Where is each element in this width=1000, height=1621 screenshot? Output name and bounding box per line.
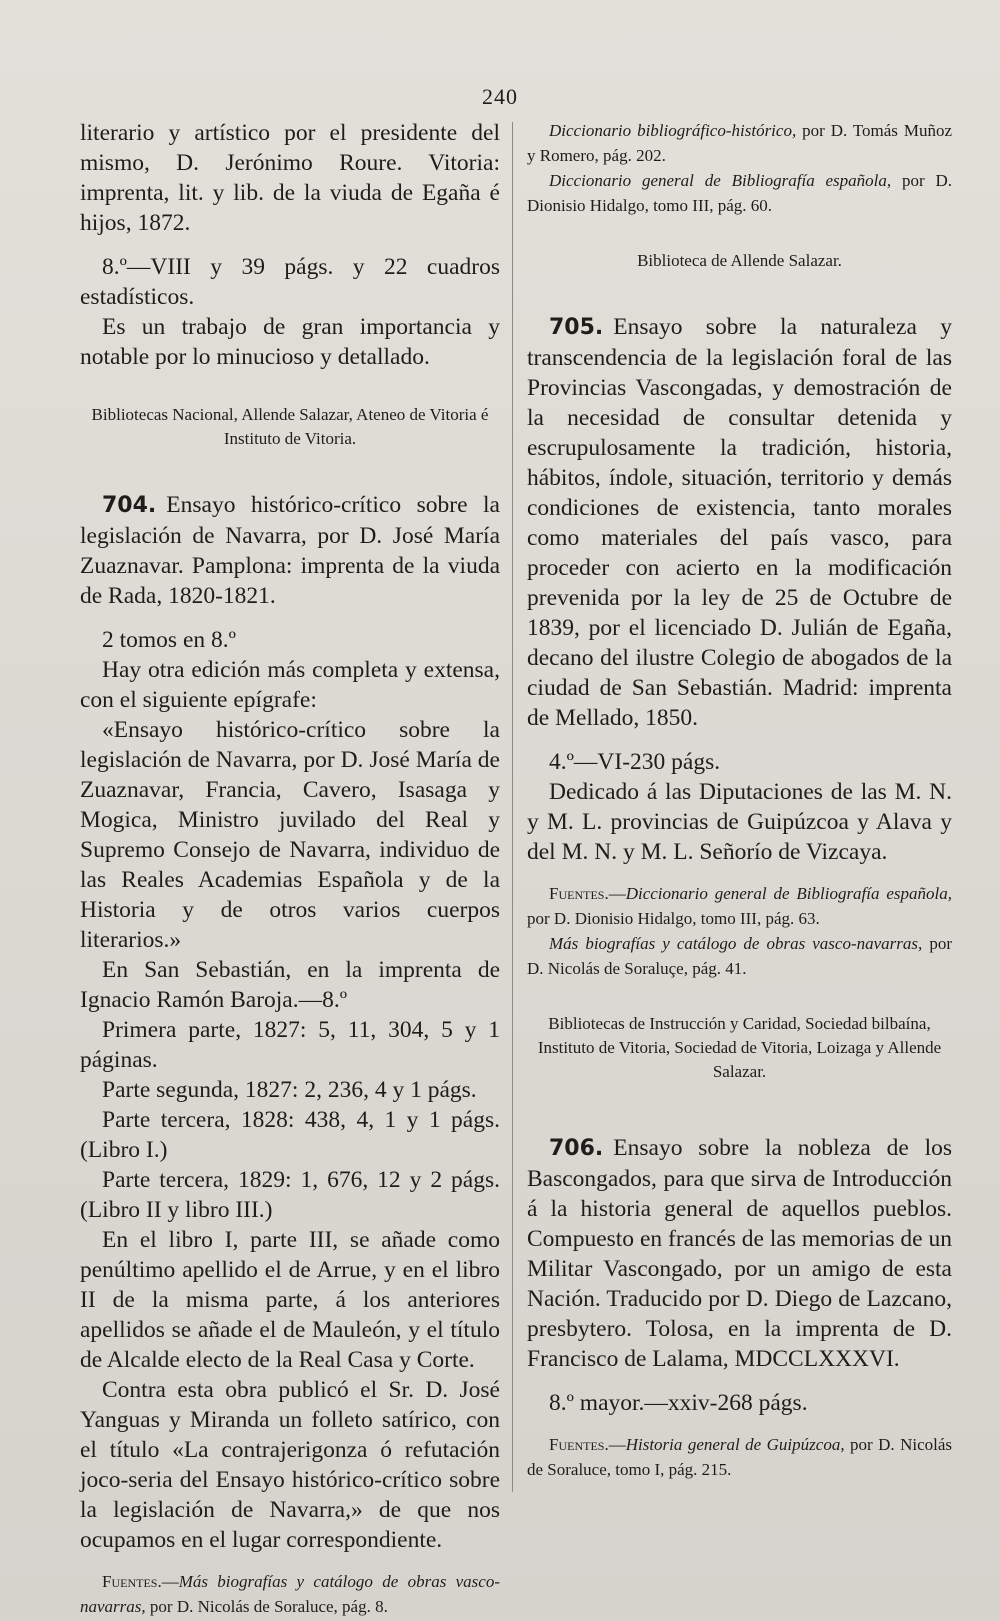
entry-title: Ensayo histórico-crítico sobre la legislación de Navarra, por D. José María Zuaznavar. Pamplona: imprenta de la viuda de Rada, 1820-1821. (80, 492, 500, 609)
paragraph: Parte tercera, 1829: 1, 676, 12 y 2 págs. (Libro II y libro III.) (80, 1167, 500, 1223)
source-detail: por D. Tomás Muñoz y Romero, pág. 202. (527, 121, 952, 165)
entry-title: Ensayo sobre la naturaleza y transcendencia de la legislación foral de las Provincias Vascongadas, y demostración de la necesidad de consultar detenida y escrupulosamente la tradición, historia, hábitos, índole, situación, territorio y demás condiciones de existencia, tanto morales como materiales del país vasco, para proceder con acierto en la modificación prevenida por la ley de 25 de Octubre de 1839, por el licenciado D. Julián de Egaña, decano del ilustre Colegio de abogados de la ciudad de San Sebastián. Madrid: imprenta de Mellado, 1850. (527, 314, 952, 731)
sources-label: Fuentes.— (549, 884, 626, 903)
library-note: Biblioteca de Allende Salazar. (637, 251, 842, 270)
right-column (527, 118, 952, 1482)
source-detail: por D. Nicolás de Soraluce, pág. 8. (145, 1597, 388, 1616)
source-line (527, 168, 952, 218)
paragraph: Primera parte, 1827: 5, 11, 304, 5 y 1 páginas. (80, 1017, 500, 1073)
page-number: 240 (482, 84, 518, 109)
column-divider (512, 122, 513, 1492)
source-detail: por D. Dionisio Hidalgo, tomo III, pág. 63. (527, 909, 820, 928)
source-title: Historia general de Guipúzcoa, (625, 1435, 845, 1454)
source-line (527, 118, 952, 168)
paragraph: «Ensayo histórico-crítico sobre la legislación de Navarra, por D. José María de Zuaznavar, Francia, Cavero, Isasaga y Mogica, Ministro juvilado del Real y Supremo Consejo de Navarra, individuo de las Reales Academias Española y de la Historia y de otros varios cuerpos literarios.» (80, 717, 500, 953)
left-column (80, 118, 500, 1619)
source-detail: por D. Nicolás de Soraluçe, pág. 41. (527, 934, 952, 978)
entry-number: 704. (102, 493, 157, 518)
source-title: Diccionario general de Bibliografía española, (625, 884, 952, 903)
sources-note (80, 1569, 500, 1619)
paragraph: Parte tercera, 1828: 438, 4, 1 y 1 págs. (Libro I.) (80, 1107, 500, 1163)
paragraph: literario y artístico por el presidente del mismo, D. Jerónimo Roure. Vitoria: imprenta, lit. y lib. de la viuda de Egaña é hijos, 1872. (80, 120, 500, 236)
paragraph: Contra esta obra publicó el Sr. D. José Yanguas y Miranda un folleto satírico, con el título «La contrajerigonza ó refutación joco-seria del Ensayo histórico-crítico sobre la legislación de Navarra,» de que nos ocupamos en el lugar correspondiente. (80, 1377, 500, 1553)
source-title: Más biografías y catálogo de obras vasco-navarras, (549, 934, 923, 953)
sources-note (527, 881, 952, 931)
paragraph: Dedicado á las Diputaciones de las M. N. y M. L. provincias de Guipúzcoa y Alava y del M. N. y M. L. Señorío de Vizcaya. (527, 779, 952, 865)
paragraph: 8.º mayor.—xxiv-268 págs. (549, 1390, 808, 1416)
sources-label: Fuentes.— (102, 1572, 179, 1591)
source-title: Más biografías y catálogo de obras vasco-navarras, (80, 1572, 500, 1616)
source-title: Diccionario general de Bibliografía española, (549, 171, 892, 190)
sources-label: Fuentes.— (549, 1435, 626, 1454)
sources-note (527, 931, 952, 981)
entry-number: 706. (549, 1136, 604, 1161)
entry-title: Ensayo sobre la nobleza de los Bascongados, para que sirva de Introducción á la historia general de aquellos pueblos. Compuesto en francés de las memorias de un Militar Vascongado, por un amigo de esta Nación. Traducido por D. Diego de Lazcano, presbytero. Tolosa, en la imprenta de D. Francisco de Lalama, MDCCLXXXVI. (527, 1135, 952, 1372)
library-note: Bibliotecas Nacional, Allende Salazar, Ateneo de Vitoria é Instituto de Vitoria. (91, 405, 489, 448)
source-title: Diccionario bibliográfico-histórico, (549, 121, 797, 140)
sources-note (527, 1432, 952, 1482)
source-detail: por D. Nicolás de Soraluce, tomo I, pág. 215. (527, 1435, 952, 1479)
paragraph: 4.º—VI-230 págs. (549, 749, 721, 775)
entry-706 (527, 1133, 952, 1374)
entry-705 (527, 312, 952, 733)
paragraph: Parte segunda, 1827: 2, 236, 4 y 1 págs. (102, 1077, 477, 1103)
paragraph: En el libro I, parte III, se añade como penúltimo apellido el de Arrue, y en el libro II de la misma parte, á los anteriores apellidos se añade el de Mauleón, y el título de Alcalde electo de la Real Casa y Corte. (80, 1227, 500, 1373)
paragraph: 8.º—VIII y 39 págs. y 22 cuadros estadísticos. (80, 254, 500, 310)
entry-704 (80, 490, 500, 611)
library-note: Bibliotecas de Instrucción y Caridad, Sociedad bilbaína, Instituto de Vitoria, Sociedad de Vitoria, Loizaga y Allende Salazar. (537, 1014, 942, 1081)
paragraph: Es un trabajo de gran importancia y notable por lo minucioso y detallado. (80, 314, 500, 370)
paragraph: Hay otra edición más completa y extensa, con el siguiente epígrafe: (80, 657, 500, 713)
paragraph: 2 tomos en 8.º (102, 627, 236, 653)
paragraph: En San Sebastián, en la imprenta de Ignacio Ramón Baroja.—8.º (80, 957, 500, 1013)
entry-number: 705. (549, 315, 604, 340)
source-detail: por D. Dionisio Hidalgo, tomo III, pág. 60. (527, 171, 952, 215)
